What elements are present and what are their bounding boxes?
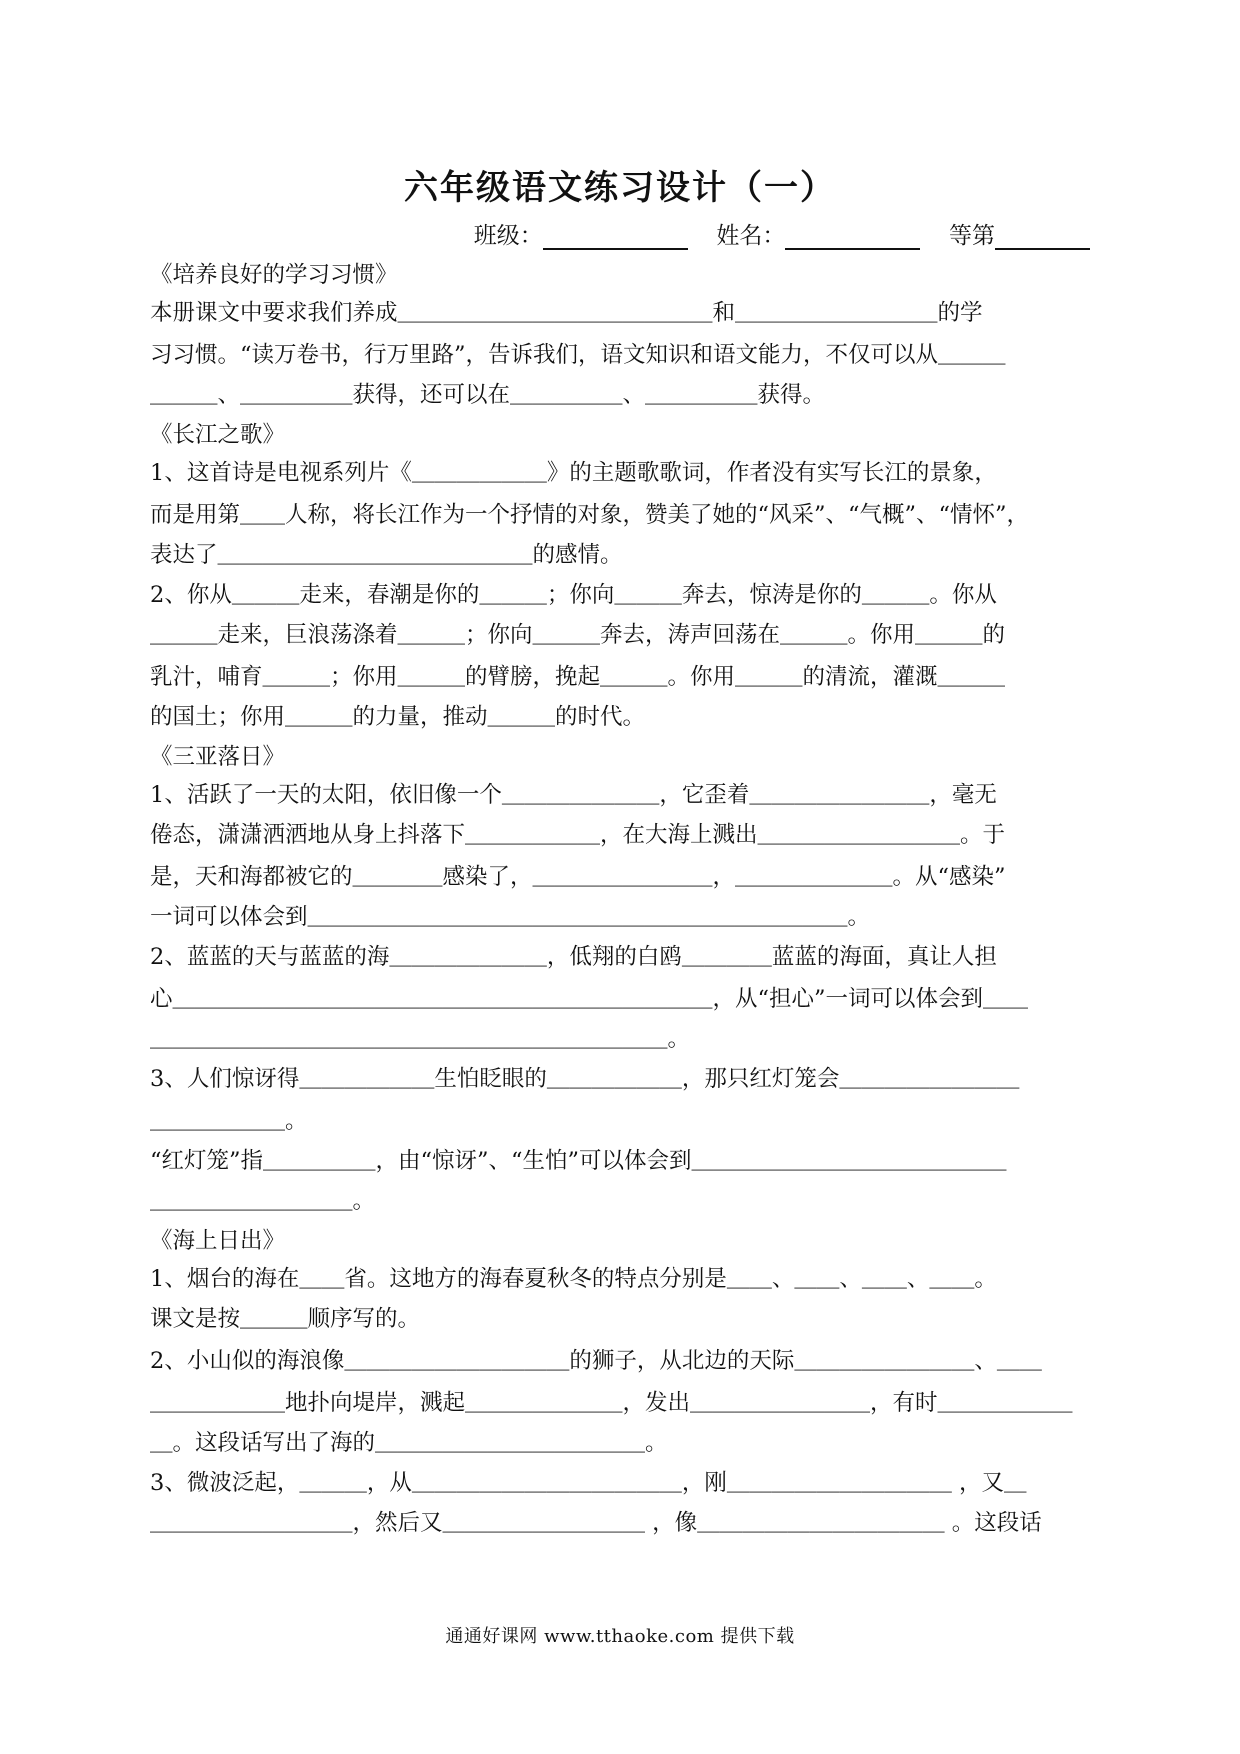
section-heading: 《长江之歌》: [150, 422, 286, 448]
worksheet-line: ＿＿＿＿＿＿＿＿＿，然后又＿＿＿＿＿＿＿＿＿ ，像＿＿＿＿＿＿＿＿＿＿＿ 。这段话: [150, 1510, 1042, 1536]
class-label: 班级：: [473, 223, 543, 249]
page-title: 六年级语文练习设计（一）: [404, 168, 836, 208]
section-heading: 《海上日出》: [150, 1228, 286, 1254]
worksheet-line: 2、蓝蓝的天与蓝蓝的海＿＿＿＿＿＿＿，低翔的白鸥＿＿＿＿蓝蓝的海面，真让人担: [150, 944, 997, 970]
section-heading: 《培养良好的学习习惯》: [150, 262, 398, 288]
worksheet-line: ＿＿＿走来，巨浪荡涤着＿＿＿；你向＿＿＿奔去，涛声回荡在＿＿＿。你用＿＿＿的: [150, 622, 1006, 648]
worksheet-line: “红灯笼”指＿＿＿＿＿，由“惊讶”、“生怕”可以体会到＿＿＿＿＿＿＿＿＿＿＿＿＿＿: [150, 1148, 1007, 1174]
worksheet-line: ＿＿＿＿＿＿。: [150, 1108, 308, 1134]
worksheet-line: 而是用第＿＿人称，将长江作为一个抒情的对象，赞美了她的“风采”、“气概”、“情怀”，: [150, 502, 1030, 528]
worksheet-line: ＿＿＿＿＿＿地扑向堤岸，溅起＿＿＿＿＿＿＿，发出＿＿＿＿＿＿＿＿，有时＿＿＿＿＿＿: [150, 1390, 1073, 1416]
worksheet-line: 的国土；你用＿＿＿的力量，推动＿＿＿的时代。: [150, 704, 646, 730]
worksheet-line: 是，天和海都被它的＿＿＿＿感染了，＿＿＿＿＿＿＿＿，＿＿＿＿＿＿＿。从“感染”: [150, 864, 1006, 890]
worksheet-line: 倦态，潇潇洒洒地从身上抖落下＿＿＿＿＿＿，在大海上溅出＿＿＿＿＿＿＿＿＿。于: [150, 822, 1006, 848]
worksheet-line: 习习惯。“读万卷书，行万里路”，告诉我们，语文知识和语文能力，不仅可以从＿＿＿: [150, 342, 1006, 368]
worksheet-line: 本册课文中要求我们养成＿＿＿＿＿＿＿＿＿＿＿＿＿＿和＿＿＿＿＿＿＿＿＿的学: [150, 300, 983, 326]
worksheet-line: 1、活跃了一天的太阳，依旧像一个＿＿＿＿＿＿＿，它歪着＿＿＿＿＿＿＿＿，毫无: [150, 782, 997, 808]
name-label: 姓名：: [716, 223, 786, 249]
worksheet-line: 1、这首诗是电视系列片《＿＿＿＿＿＿》的主题歌歌词，作者没有实写长江的景象，: [150, 460, 997, 486]
worksheet-line: 一词可以体会到＿＿＿＿＿＿＿＿＿＿＿＿＿＿＿＿＿＿＿＿＿＿＿＿。: [150, 904, 871, 930]
worksheet-line: ＿＿＿、＿＿＿＿＿获得，还可以在＿＿＿＿＿、＿＿＿＿＿获得。: [150, 382, 826, 408]
worksheet-line: 课文是按＿＿＿顺序写的。: [150, 1306, 421, 1332]
name-blank[interactable]: [785, 222, 920, 250]
worksheet-line: 表达了＿＿＿＿＿＿＿＿＿＿＿＿＿＿的感情。: [150, 542, 623, 568]
student-info-row: [150, 217, 1090, 250]
worksheet-line: ＿＿＿＿＿＿＿＿＿。: [150, 1188, 376, 1214]
class-blank[interactable]: [543, 222, 688, 250]
worksheet-line: ＿＿＿＿＿＿＿＿＿＿＿＿＿＿＿＿＿＿＿＿＿＿＿。: [150, 1026, 691, 1052]
worksheet-line: ＿。这段话写出了海的＿＿＿＿＿＿＿＿＿＿＿＿。: [150, 1430, 668, 1456]
worksheet-line: 2、你从＿＿＿走来，春潮是你的＿＿＿；你向＿＿＿奔去，惊涛是你的＿＿＿。你从: [150, 582, 997, 608]
grade-blank[interactable]: [995, 222, 1090, 250]
worksheet-line: 3、微波泛起，＿＿＿，从＿＿＿＿＿＿＿＿＿＿＿＿，刚＿＿＿＿＿＿＿＿＿＿ ，又＿: [150, 1470, 1027, 1496]
worksheet-line: 1、烟台的海在＿＿省。这地方的海春夏秋冬的特点分别是＿＿、＿＿、＿＿、＿＿。: [150, 1266, 997, 1292]
section-heading: 《三亚落日》: [150, 744, 286, 770]
worksheet-line: 2、小山似的海浪像＿＿＿＿＿＿＿＿＿＿的狮子，从北边的天际＿＿＿＿＿＿＿＿、＿＿: [150, 1348, 1042, 1374]
footer-credit: 通通好课网 www.tthaoke.com 提供下载: [445, 1626, 795, 1647]
worksheet-line: 3、人们惊讶得＿＿＿＿＿＿生怕眨眼的＿＿＿＿＿＿，那只红灯笼会＿＿＿＿＿＿＿＿: [150, 1066, 1020, 1092]
worksheet-line: 乳汁，哺育＿＿＿；你用＿＿＿的臂膀，挽起＿＿＿。你用＿＿＿的清流，灌溉＿＿＿: [150, 664, 1006, 690]
grade-label: 等第: [949, 223, 995, 249]
worksheet-line: 心＿＿＿＿＿＿＿＿＿＿＿＿＿＿＿＿＿＿＿＿＿＿＿＿，从“担心”一词可以体会到＿＿: [150, 986, 1029, 1012]
